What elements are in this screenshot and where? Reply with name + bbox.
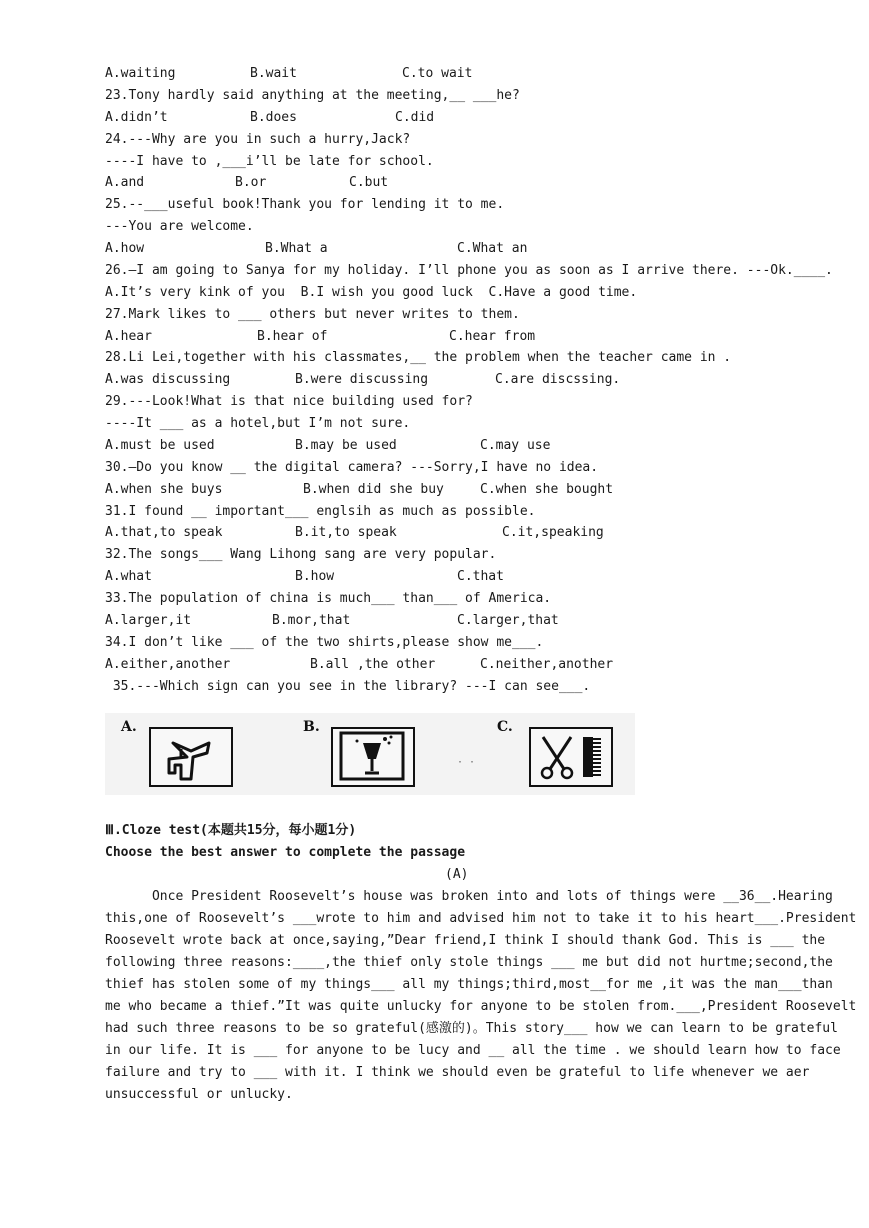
q32-stem: 32.The songs___ Wang Lihong sang are very popular. (105, 547, 497, 562)
q24-stem-reply: ----I have to ,___i’ll be late for school. (105, 154, 434, 169)
hand-shush-sign-icon (149, 727, 233, 787)
q34-stem: 34.I don’t like ___ of the two shirts,please show me___. (105, 635, 544, 650)
q27-option-a: A.hear (105, 329, 152, 344)
q23-option-b: B.does (250, 110, 297, 125)
sign-b-letter: B. (303, 719, 320, 735)
q34-option-b: B.all ,the other (310, 657, 436, 672)
passage-line: in our life. It is ___ for anyone to be lucy and __ all the time . we should learn how to face (105, 1043, 841, 1058)
q27-option-b: B.hear of (257, 329, 328, 344)
q22-option-c: C.to wait (402, 66, 473, 81)
q27-option-c: C.hear from (449, 329, 536, 344)
q22-option-b: B.wait (250, 66, 297, 81)
q25-stem-reply: ---You are welcome. (105, 219, 254, 234)
passage-line: failure and try to ___ with it. I think we should even be grateful to life whenever we aer (105, 1065, 810, 1080)
q33-stem: 33.The population of china is much___ than___ of America. (105, 591, 552, 606)
part-label: (A) (445, 867, 469, 882)
q35-stem: 35.---Which sign can you see in the library? ---I can see___. (105, 679, 591, 694)
cloze-passage (105, 886, 857, 1106)
passage-line: thief has stolen some of my things___ all my things;third,most__for me ,it was the man___than (105, 977, 833, 992)
q22-option-a: A.waiting (105, 66, 176, 81)
q31-option-c: C.it,speaking (502, 525, 604, 540)
q31-option-b: B.it,to speak (295, 525, 397, 540)
section-instruction: Choose the best answer to complete the passage (105, 845, 466, 860)
q23-option-a: A.didn’t (105, 110, 168, 125)
q32-option-b: B.how (295, 569, 335, 584)
section-heading: Ⅲ.Cloze test(本题共15分，每小题1分) (105, 823, 357, 838)
q25-option-a: A.how (105, 241, 145, 256)
passage-line: me who became a thief.”It was quite unlucky for anyone to be stolen from.___,President Roosevelt (105, 999, 857, 1014)
passage-line: following three reasons:____,the thief only stole things ___ me but did not hurtme;second,the (105, 955, 833, 970)
q24-option-c: C.but (349, 175, 389, 190)
separator-dots: · · (457, 757, 476, 768)
q29-stem-reply: ----It ___ as a hotel,but I’m not sure. (105, 416, 411, 431)
q26-options: A.It’s very kink of you B.I wish you good luck C.Have a good time. (105, 285, 638, 300)
passage-line: this,one of Roosevelt’s ___wrote to him and advised him not to take it to his heart___.President (105, 911, 857, 926)
q28-option-a: A.was discussing (105, 372, 231, 387)
q28-stem: 28.Li Lei,together with his classmates,__ the problem when the teacher came in . (105, 350, 732, 365)
q30-option-c: C.when she bought (480, 482, 614, 497)
q28-option-b: B.were discussing (295, 372, 429, 387)
q33-option-b: B.mor,that (272, 613, 351, 628)
q33-option-c: C.larger,that (457, 613, 559, 628)
q24-option-b: B.or (235, 175, 267, 190)
q26-stem: 26.—I am going to Sanya for my holiday. I’ll phone you as soon as I arrive there. ---Ok.____. (105, 263, 833, 278)
q30-option-b: B.when did she buy (303, 482, 444, 497)
q23-stem: 23.Tony hardly said anything at the meeting,__ ___he? (105, 88, 520, 103)
q31-stem: 31.I found __ important___ englsih as much as possible. (105, 504, 536, 519)
q25-stem: 25.--___useful book!Thank you for lending it to me. (105, 197, 505, 212)
scissors-comb-sign-icon (529, 727, 613, 787)
q25-option-c: C.What an (457, 241, 528, 256)
sign-c-letter: C. (497, 719, 513, 735)
passage-line: Once President Roosevelt’s house was broken into and lots of things were __36__.Hearing (105, 889, 833, 904)
passage-line: unsuccessful or unlucky. (105, 1087, 293, 1102)
sign-a-letter: A. (121, 719, 137, 735)
q27-stem: 27.Mark likes to ___ others but never writes to them. (105, 307, 520, 322)
q34-option-c: C.neither,another (480, 657, 614, 672)
q24-option-a: A.and (105, 175, 145, 190)
q29-option-c: C.may use (480, 438, 551, 453)
q23-option-c: C.did (395, 110, 435, 125)
q25-option-b: B.What a (265, 241, 328, 256)
q29-option-a: A.must be used (105, 438, 215, 453)
q32-option-a: A.what (105, 569, 152, 584)
q30-stem: 30.—Do you know __ the digital camera? ---Sorry,I have no idea. (105, 460, 599, 475)
passage-line: Roosevelt wrote back at once,saying,”Dear friend,I think I should thank God. This is ___ the (105, 933, 826, 948)
q28-option-c: C.are discssing. (495, 372, 621, 387)
q31-option-a: A.that,to speak (105, 525, 223, 540)
passage-line: had such three reasons to be so grateful(感激的)。This story___ how we can learn to be grateful (105, 1021, 838, 1036)
q34-option-a: A.either,another (105, 657, 231, 672)
q33-option-a: A.larger,it (105, 613, 192, 628)
q30-option-a: A.when she buys (105, 482, 223, 497)
q29-stem: 29.---Look!What is that nice building used for? (105, 394, 473, 409)
q24-stem: 24.---Why are you in such a hurry,Jack? (105, 132, 411, 147)
q32-option-c: C.that (457, 569, 504, 584)
signs-figure (105, 713, 635, 795)
q29-option-b: B.may be used (295, 438, 397, 453)
broken-glass-sign-icon (331, 727, 415, 787)
